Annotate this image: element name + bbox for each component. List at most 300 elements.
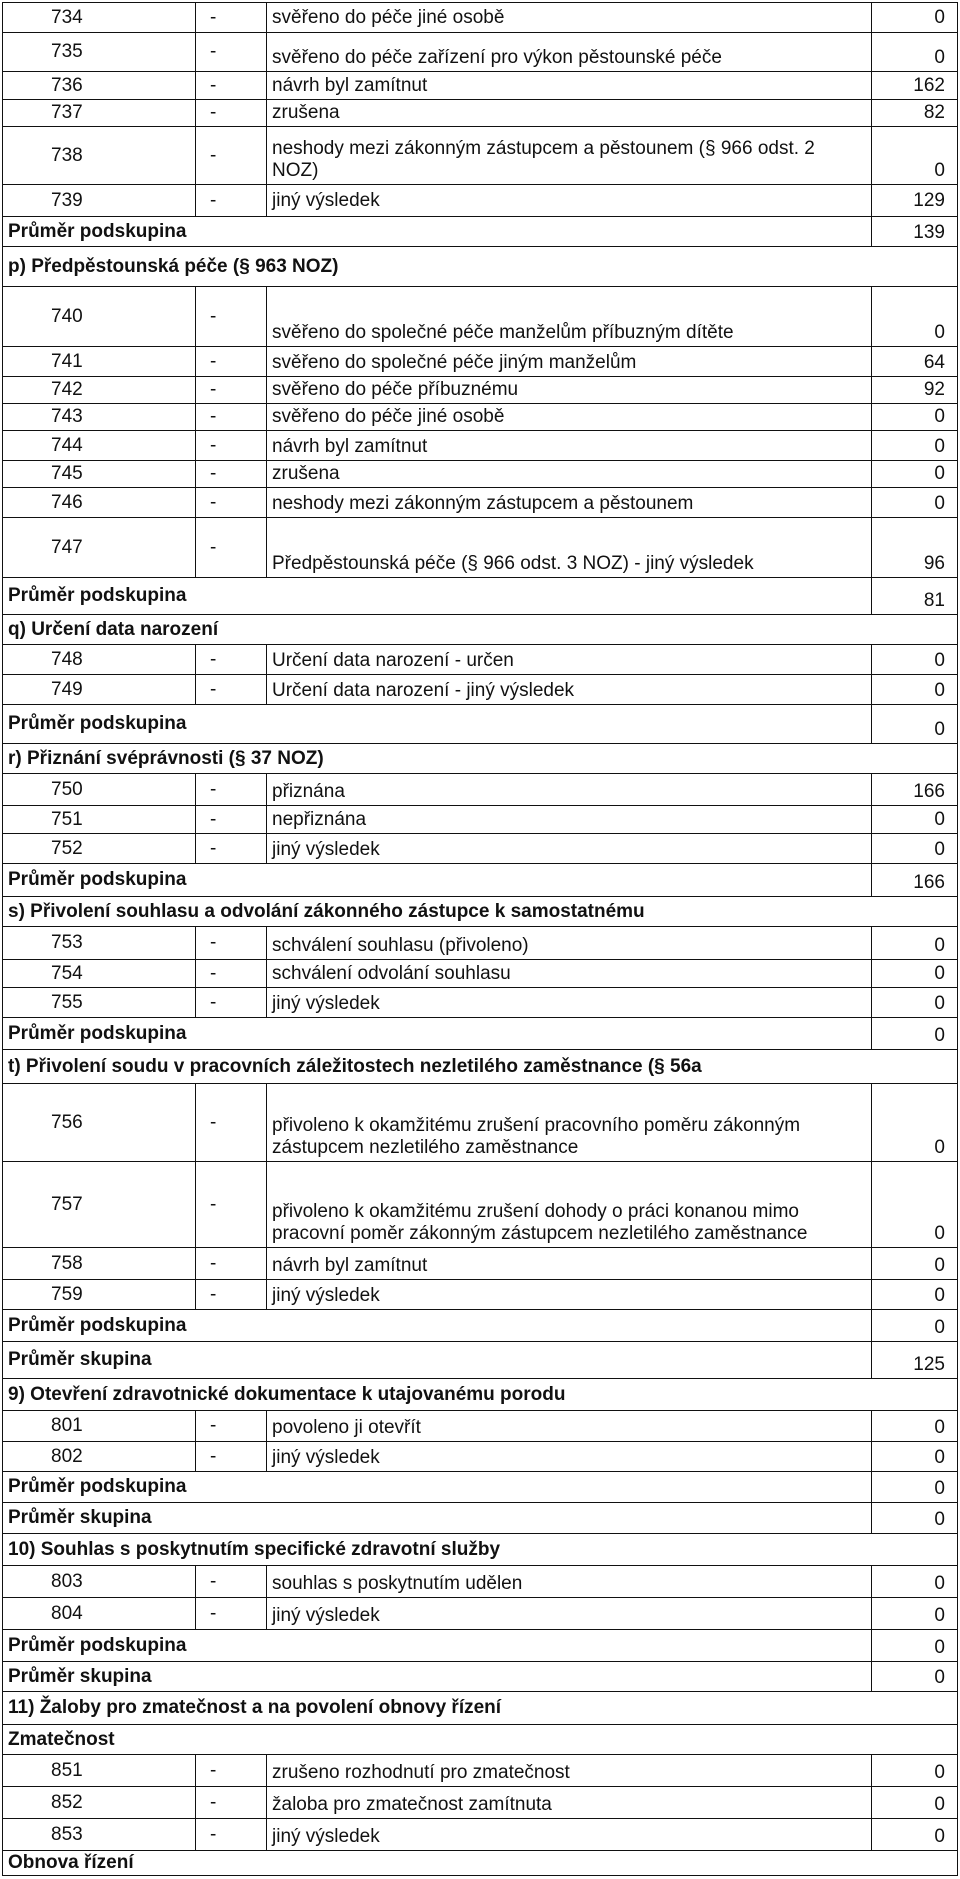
heading-row bbox=[2, 246, 958, 286]
dash-cell bbox=[196, 461, 267, 487]
code-cell bbox=[2, 488, 196, 517]
description-cell bbox=[267, 461, 872, 487]
row-code: 750 bbox=[51, 778, 83, 800]
row-dash: - bbox=[210, 491, 217, 513]
row-heading: Průměr podskupina bbox=[8, 1022, 187, 1044]
value-cell bbox=[872, 1280, 958, 1309]
row-value: 0 bbox=[934, 1255, 945, 1276]
description-cell bbox=[267, 3, 872, 32]
row-dash: - bbox=[210, 962, 217, 984]
row-dash: - bbox=[210, 1415, 217, 1436]
table-row bbox=[2, 1161, 958, 1247]
heading-cell bbox=[2, 1503, 872, 1533]
dash-cell bbox=[196, 927, 267, 959]
row-dash: - bbox=[210, 1283, 217, 1305]
row-description: přiznána bbox=[272, 781, 345, 802]
code-cell bbox=[2, 774, 196, 805]
row-value: 92 bbox=[923, 379, 945, 400]
description-cell bbox=[267, 988, 872, 1017]
row-code: 745 bbox=[51, 463, 83, 484]
row-description: svěřeno do společné péče jiným manželům bbox=[272, 352, 637, 373]
row-description: přivoleno k okamžitému zrušení dohody o práci konanou mimo pracovní poměr zákonným zástupcem nezletilého zaměstnance bbox=[272, 1201, 808, 1244]
value-cell bbox=[872, 72, 958, 99]
code-cell bbox=[2, 1411, 196, 1441]
value-cell bbox=[872, 927, 958, 959]
heading-row bbox=[2, 1724, 958, 1754]
row-dash: - bbox=[210, 463, 217, 484]
value-cell bbox=[872, 1787, 958, 1818]
description-cell bbox=[267, 1280, 872, 1309]
dash-cell bbox=[196, 1411, 267, 1441]
table-row bbox=[2, 773, 958, 805]
section-heading: r) Přiznání svéprávnosti (§ 37 NOZ) bbox=[8, 747, 324, 769]
table-row bbox=[2, 1247, 958, 1279]
value-cell bbox=[872, 1248, 958, 1279]
row-dash: - bbox=[210, 991, 217, 1013]
section-heading: Obnova řízení bbox=[8, 1852, 134, 1873]
row-value: 0 bbox=[934, 406, 945, 427]
row-value: 0 bbox=[934, 1417, 945, 1438]
row-value: 0 bbox=[934, 650, 945, 671]
row-heading: Průměr podskupina bbox=[8, 1476, 187, 1497]
row-code: 851 bbox=[51, 1759, 83, 1781]
value-cell bbox=[872, 1310, 958, 1341]
row-dash: - bbox=[210, 1602, 217, 1624]
value-cell bbox=[872, 287, 958, 346]
code-cell bbox=[2, 1819, 196, 1850]
dash-cell bbox=[196, 1787, 267, 1818]
heading-cell bbox=[2, 1310, 872, 1341]
description-cell bbox=[267, 1248, 872, 1279]
description-cell bbox=[267, 72, 872, 99]
description-cell bbox=[267, 33, 872, 71]
row-code: 736 bbox=[51, 74, 83, 96]
row-value: 0 bbox=[934, 463, 945, 484]
row-code: 749 bbox=[51, 678, 83, 700]
table-row bbox=[2, 517, 958, 577]
code-cell bbox=[2, 1280, 196, 1309]
row-heading: Průměr podskupina bbox=[8, 1634, 187, 1656]
value-cell bbox=[872, 645, 958, 674]
section-heading-cell bbox=[2, 1725, 958, 1754]
row-description: jiný výsledek bbox=[272, 1447, 380, 1468]
table-row bbox=[2, 1597, 958, 1629]
heading-row bbox=[2, 1502, 958, 1533]
row-description: návrh byl zamítnut bbox=[272, 1255, 428, 1276]
row-value: 125 bbox=[913, 1354, 945, 1375]
row-value: 0 bbox=[934, 839, 945, 860]
value-cell bbox=[872, 185, 958, 216]
value-cell bbox=[872, 1342, 958, 1378]
code-cell bbox=[2, 1755, 196, 1786]
table-row bbox=[2, 1754, 958, 1786]
heading-cell bbox=[2, 217, 872, 246]
row-description: návrh byl zamítnut bbox=[272, 436, 428, 457]
table-row bbox=[2, 1786, 958, 1818]
row-value: 129 bbox=[913, 189, 945, 211]
code-cell bbox=[2, 927, 196, 959]
description-cell bbox=[267, 100, 872, 126]
row-dash: - bbox=[210, 536, 217, 558]
dash-cell bbox=[196, 1248, 267, 1279]
dash-cell bbox=[196, 988, 267, 1017]
value-cell bbox=[872, 488, 958, 517]
row-description: svěřeno do péče zařízení pro výkon pěstounské péče bbox=[272, 47, 722, 68]
heading-row bbox=[2, 1471, 958, 1502]
row-code: 752 bbox=[51, 837, 83, 859]
code-cell bbox=[2, 347, 196, 376]
section-heading-cell bbox=[2, 744, 958, 773]
row-description: neshody mezi zákonným zástupcem a pěstounem (§ 966 odst. 2 NOZ) bbox=[272, 138, 815, 181]
value-cell bbox=[872, 1162, 958, 1247]
description-cell bbox=[267, 774, 872, 805]
description-cell bbox=[267, 675, 872, 704]
row-description: žaloba pro zmatečnost zamítnuta bbox=[272, 1794, 552, 1815]
row-description: návrh byl zamítnut bbox=[272, 75, 428, 96]
code-cell bbox=[2, 675, 196, 704]
section-heading: Zmatečnost bbox=[8, 1728, 115, 1750]
table-row bbox=[2, 99, 958, 126]
row-dash: - bbox=[210, 379, 217, 400]
row-value: 0 bbox=[934, 680, 945, 701]
row-value: 0 bbox=[934, 1762, 945, 1783]
value-cell bbox=[872, 1566, 958, 1597]
row-code: 738 bbox=[51, 144, 83, 166]
value-cell bbox=[872, 1411, 958, 1441]
description-cell bbox=[267, 287, 872, 346]
value-cell bbox=[872, 347, 958, 376]
value-cell bbox=[872, 578, 958, 614]
row-description: jiný výsledek bbox=[272, 189, 380, 211]
dash-cell bbox=[196, 806, 267, 833]
section-heading: q) Určení data narození bbox=[8, 618, 219, 640]
row-code: 802 bbox=[51, 1445, 83, 1467]
row-description: souhlas s poskytnutím udělen bbox=[272, 1573, 523, 1594]
row-heading: Průměr skupina bbox=[8, 1349, 152, 1370]
row-code: 852 bbox=[51, 1791, 83, 1813]
row-value: 0 bbox=[934, 436, 945, 457]
row-description: povoleno ji otevřít bbox=[272, 1417, 421, 1438]
description-cell bbox=[267, 834, 872, 863]
value-cell bbox=[872, 864, 958, 896]
value-cell bbox=[872, 675, 958, 704]
row-description: jiný výsledek bbox=[272, 1605, 380, 1626]
row-heading: Průměr podskupina bbox=[8, 713, 187, 734]
value-cell bbox=[872, 217, 958, 246]
row-code: 739 bbox=[51, 189, 83, 211]
row-description: jiný výsledek bbox=[272, 839, 380, 860]
code-cell bbox=[2, 72, 196, 99]
description-cell bbox=[267, 185, 872, 216]
table-row bbox=[2, 126, 958, 184]
table-row bbox=[2, 403, 958, 430]
section-heading-cell bbox=[2, 1379, 958, 1410]
table-row bbox=[2, 430, 958, 460]
row-code: 737 bbox=[51, 102, 83, 123]
description-cell bbox=[267, 1442, 872, 1471]
value-cell bbox=[872, 127, 958, 184]
dash-cell bbox=[196, 675, 267, 704]
row-code: 754 bbox=[51, 962, 83, 984]
row-value: 166 bbox=[913, 781, 945, 802]
row-heading: Průměr podskupina bbox=[8, 220, 187, 242]
code-cell bbox=[2, 185, 196, 216]
code-cell bbox=[2, 431, 196, 460]
value-cell bbox=[872, 431, 958, 460]
code-cell bbox=[2, 1598, 196, 1629]
table-row bbox=[2, 1565, 958, 1597]
row-description: Určení data narození - jiný výsledek bbox=[272, 680, 575, 701]
row-code: 801 bbox=[51, 1415, 83, 1436]
code-cell bbox=[2, 3, 196, 32]
dash-cell bbox=[196, 960, 267, 987]
heading-row bbox=[2, 704, 958, 743]
section-heading-cell bbox=[2, 1692, 958, 1724]
description-cell bbox=[267, 127, 872, 184]
heading-row bbox=[2, 1378, 958, 1410]
heading-cell bbox=[2, 705, 872, 743]
heading-cell bbox=[2, 1630, 872, 1661]
value-cell bbox=[872, 1755, 958, 1786]
dash-cell bbox=[196, 377, 267, 403]
row-description: Určení data narození - určen bbox=[272, 650, 514, 671]
dash-cell bbox=[196, 645, 267, 674]
row-value: 0 bbox=[934, 1447, 945, 1468]
heading-cell bbox=[2, 1018, 872, 1049]
heading-row bbox=[2, 1309, 958, 1341]
description-cell bbox=[267, 518, 872, 577]
row-dash: - bbox=[210, 350, 217, 372]
dash-cell bbox=[196, 72, 267, 99]
section-heading: 11) Žaloby pro zmatečnost a na povolení obnovy řízení bbox=[8, 1697, 502, 1718]
row-description: zrušena bbox=[272, 463, 340, 484]
table-row bbox=[2, 926, 958, 959]
value-cell bbox=[872, 1630, 958, 1661]
row-value: 0 bbox=[934, 1573, 945, 1594]
row-value: 0 bbox=[934, 6, 945, 28]
heading-row bbox=[2, 863, 958, 896]
table-row bbox=[2, 376, 958, 403]
row-code: 741 bbox=[51, 350, 83, 372]
row-dash: - bbox=[210, 1791, 217, 1813]
dash-cell bbox=[196, 127, 267, 184]
section-heading-cell bbox=[2, 615, 958, 644]
row-dash: - bbox=[210, 1445, 217, 1467]
code-cell bbox=[2, 960, 196, 987]
heading-cell bbox=[2, 578, 872, 614]
code-cell bbox=[2, 461, 196, 487]
dash-cell bbox=[196, 774, 267, 805]
table-row bbox=[2, 487, 958, 517]
table-row bbox=[2, 346, 958, 376]
description-cell bbox=[267, 960, 872, 987]
value-cell bbox=[872, 1018, 958, 1049]
row-value: 82 bbox=[923, 102, 945, 123]
dash-cell bbox=[196, 431, 267, 460]
code-cell bbox=[2, 33, 196, 71]
value-cell bbox=[872, 1084, 958, 1161]
row-code: 759 bbox=[51, 1283, 83, 1305]
dash-cell bbox=[196, 1442, 267, 1471]
row-code: 755 bbox=[51, 991, 83, 1013]
heading-cell bbox=[2, 1342, 872, 1378]
row-dash: - bbox=[210, 102, 217, 123]
value-cell bbox=[872, 774, 958, 805]
table-row bbox=[2, 286, 958, 346]
dash-cell bbox=[196, 33, 267, 71]
row-heading: Průměr podskupina bbox=[8, 1314, 187, 1336]
row-value: 0 bbox=[934, 1826, 945, 1847]
row-description: zrušena bbox=[272, 102, 340, 123]
row-description: jiný výsledek bbox=[272, 1285, 380, 1306]
row-dash: - bbox=[210, 144, 217, 166]
table-row bbox=[2, 1441, 958, 1471]
description-cell bbox=[267, 1819, 872, 1850]
row-description: svěřeno do společné péče manželům příbuzným dítěte bbox=[272, 322, 734, 343]
dash-cell bbox=[196, 1598, 267, 1629]
dash-cell bbox=[196, 100, 267, 126]
table-row bbox=[2, 1410, 958, 1441]
row-code: 748 bbox=[51, 648, 83, 670]
code-cell bbox=[2, 1442, 196, 1471]
dash-cell bbox=[196, 1819, 267, 1850]
value-cell bbox=[872, 1598, 958, 1629]
row-code: 757 bbox=[51, 1193, 83, 1215]
description-cell bbox=[267, 806, 872, 833]
value-cell bbox=[872, 518, 958, 577]
heading-row bbox=[2, 614, 958, 644]
code-cell bbox=[2, 1084, 196, 1161]
row-code: 742 bbox=[51, 379, 83, 400]
table-row bbox=[2, 32, 958, 71]
row-value: 0 bbox=[934, 935, 945, 956]
section-heading: s) Přivolení souhlasu a odvolání zákonného zástupce k samostatnému bbox=[8, 900, 645, 922]
table-row bbox=[2, 833, 958, 863]
value-cell bbox=[872, 1472, 958, 1502]
section-heading: p) Předpěstounská péče (§ 963 NOZ) bbox=[8, 255, 339, 277]
row-code: 735 bbox=[51, 41, 83, 62]
heading-cell bbox=[2, 1472, 872, 1502]
code-cell bbox=[2, 377, 196, 403]
description-cell bbox=[267, 1598, 872, 1629]
row-value: 0 bbox=[934, 1605, 945, 1626]
row-code: 746 bbox=[51, 491, 83, 513]
row-code: 753 bbox=[51, 932, 83, 953]
table-row bbox=[2, 1083, 958, 1161]
description-cell bbox=[267, 1411, 872, 1441]
description-cell bbox=[267, 431, 872, 460]
row-heading: Průměr podskupina bbox=[8, 869, 187, 890]
row-value: 0 bbox=[934, 160, 945, 181]
row-heading: Průměr skupina bbox=[8, 1665, 152, 1687]
value-cell bbox=[872, 461, 958, 487]
description-cell bbox=[267, 404, 872, 430]
dash-cell bbox=[196, 518, 267, 577]
table-row bbox=[2, 805, 958, 833]
heading-row bbox=[2, 896, 958, 926]
row-value: 0 bbox=[934, 1137, 945, 1158]
heading-row bbox=[2, 1017, 958, 1049]
description-cell bbox=[267, 1084, 872, 1161]
row-value: 139 bbox=[913, 222, 945, 243]
row-code: 758 bbox=[51, 1252, 83, 1274]
row-value: 0 bbox=[934, 1509, 945, 1530]
row-value: 0 bbox=[934, 809, 945, 830]
row-value: 162 bbox=[913, 75, 945, 96]
table-row bbox=[2, 987, 958, 1017]
section-heading-cell bbox=[2, 1534, 958, 1565]
table-row bbox=[2, 674, 958, 704]
table-row bbox=[2, 71, 958, 99]
row-dash: - bbox=[210, 406, 217, 427]
row-description: schválení souhlasu (přivoleno) bbox=[272, 935, 529, 956]
dash-cell bbox=[196, 1162, 267, 1247]
row-dash: - bbox=[210, 434, 217, 456]
heading-cell bbox=[2, 1662, 872, 1691]
row-value: 166 bbox=[913, 872, 945, 893]
row-value: 0 bbox=[934, 1223, 945, 1244]
value-cell bbox=[872, 988, 958, 1017]
statistics-table bbox=[2, 2, 958, 1876]
row-value: 64 bbox=[923, 352, 945, 373]
table-row bbox=[2, 1818, 958, 1850]
heading-row bbox=[2, 1661, 958, 1691]
code-cell bbox=[2, 1248, 196, 1279]
code-cell bbox=[2, 100, 196, 126]
table-row bbox=[2, 1279, 958, 1309]
heading-row bbox=[2, 1850, 958, 1876]
value-cell bbox=[872, 1442, 958, 1471]
value-cell bbox=[872, 1819, 958, 1850]
row-description: svěřeno do péče příbuznému bbox=[272, 379, 519, 400]
row-code: 744 bbox=[51, 434, 83, 456]
row-dash: - bbox=[210, 74, 217, 96]
code-cell bbox=[2, 287, 196, 346]
row-heading: Průměr skupina bbox=[8, 1507, 152, 1528]
row-value: 0 bbox=[934, 719, 945, 740]
row-code: 751 bbox=[51, 808, 83, 830]
row-heading: Průměr podskupina bbox=[8, 585, 187, 606]
dash-cell bbox=[196, 488, 267, 517]
row-dash: - bbox=[210, 6, 217, 28]
section-heading: 9) Otevření zdravotnické dokumentace k utajovanému porodu bbox=[8, 1383, 566, 1405]
row-value: 0 bbox=[934, 493, 945, 514]
section-heading-cell bbox=[2, 247, 958, 286]
row-description: svěřeno do péče jiné osobě bbox=[272, 406, 505, 427]
row-dash: - bbox=[210, 189, 217, 211]
section-heading: 10) Souhlas s poskytnutím specifické zdravotní služby bbox=[8, 1538, 501, 1560]
value-cell bbox=[872, 33, 958, 71]
row-code: 740 bbox=[51, 305, 83, 327]
code-cell bbox=[2, 127, 196, 184]
heading-cell bbox=[2, 864, 872, 896]
row-dash: - bbox=[210, 648, 217, 670]
heading-row bbox=[2, 1341, 958, 1378]
value-cell bbox=[872, 404, 958, 430]
row-description: neshody mezi zákonným zástupcem a pěstounem bbox=[272, 493, 694, 514]
table-row bbox=[2, 2, 958, 32]
row-value: 0 bbox=[934, 47, 945, 68]
description-cell bbox=[267, 927, 872, 959]
row-dash: - bbox=[210, 778, 217, 800]
section-heading: t) Přivolení soudu v pracovních záležitostech nezletilého zaměstnance (§ 56a bbox=[8, 1055, 702, 1077]
value-cell bbox=[872, 100, 958, 126]
heading-row bbox=[2, 1691, 958, 1724]
code-cell bbox=[2, 806, 196, 833]
dash-cell bbox=[196, 404, 267, 430]
heading-row bbox=[2, 577, 958, 614]
row-code: 804 bbox=[51, 1602, 83, 1624]
